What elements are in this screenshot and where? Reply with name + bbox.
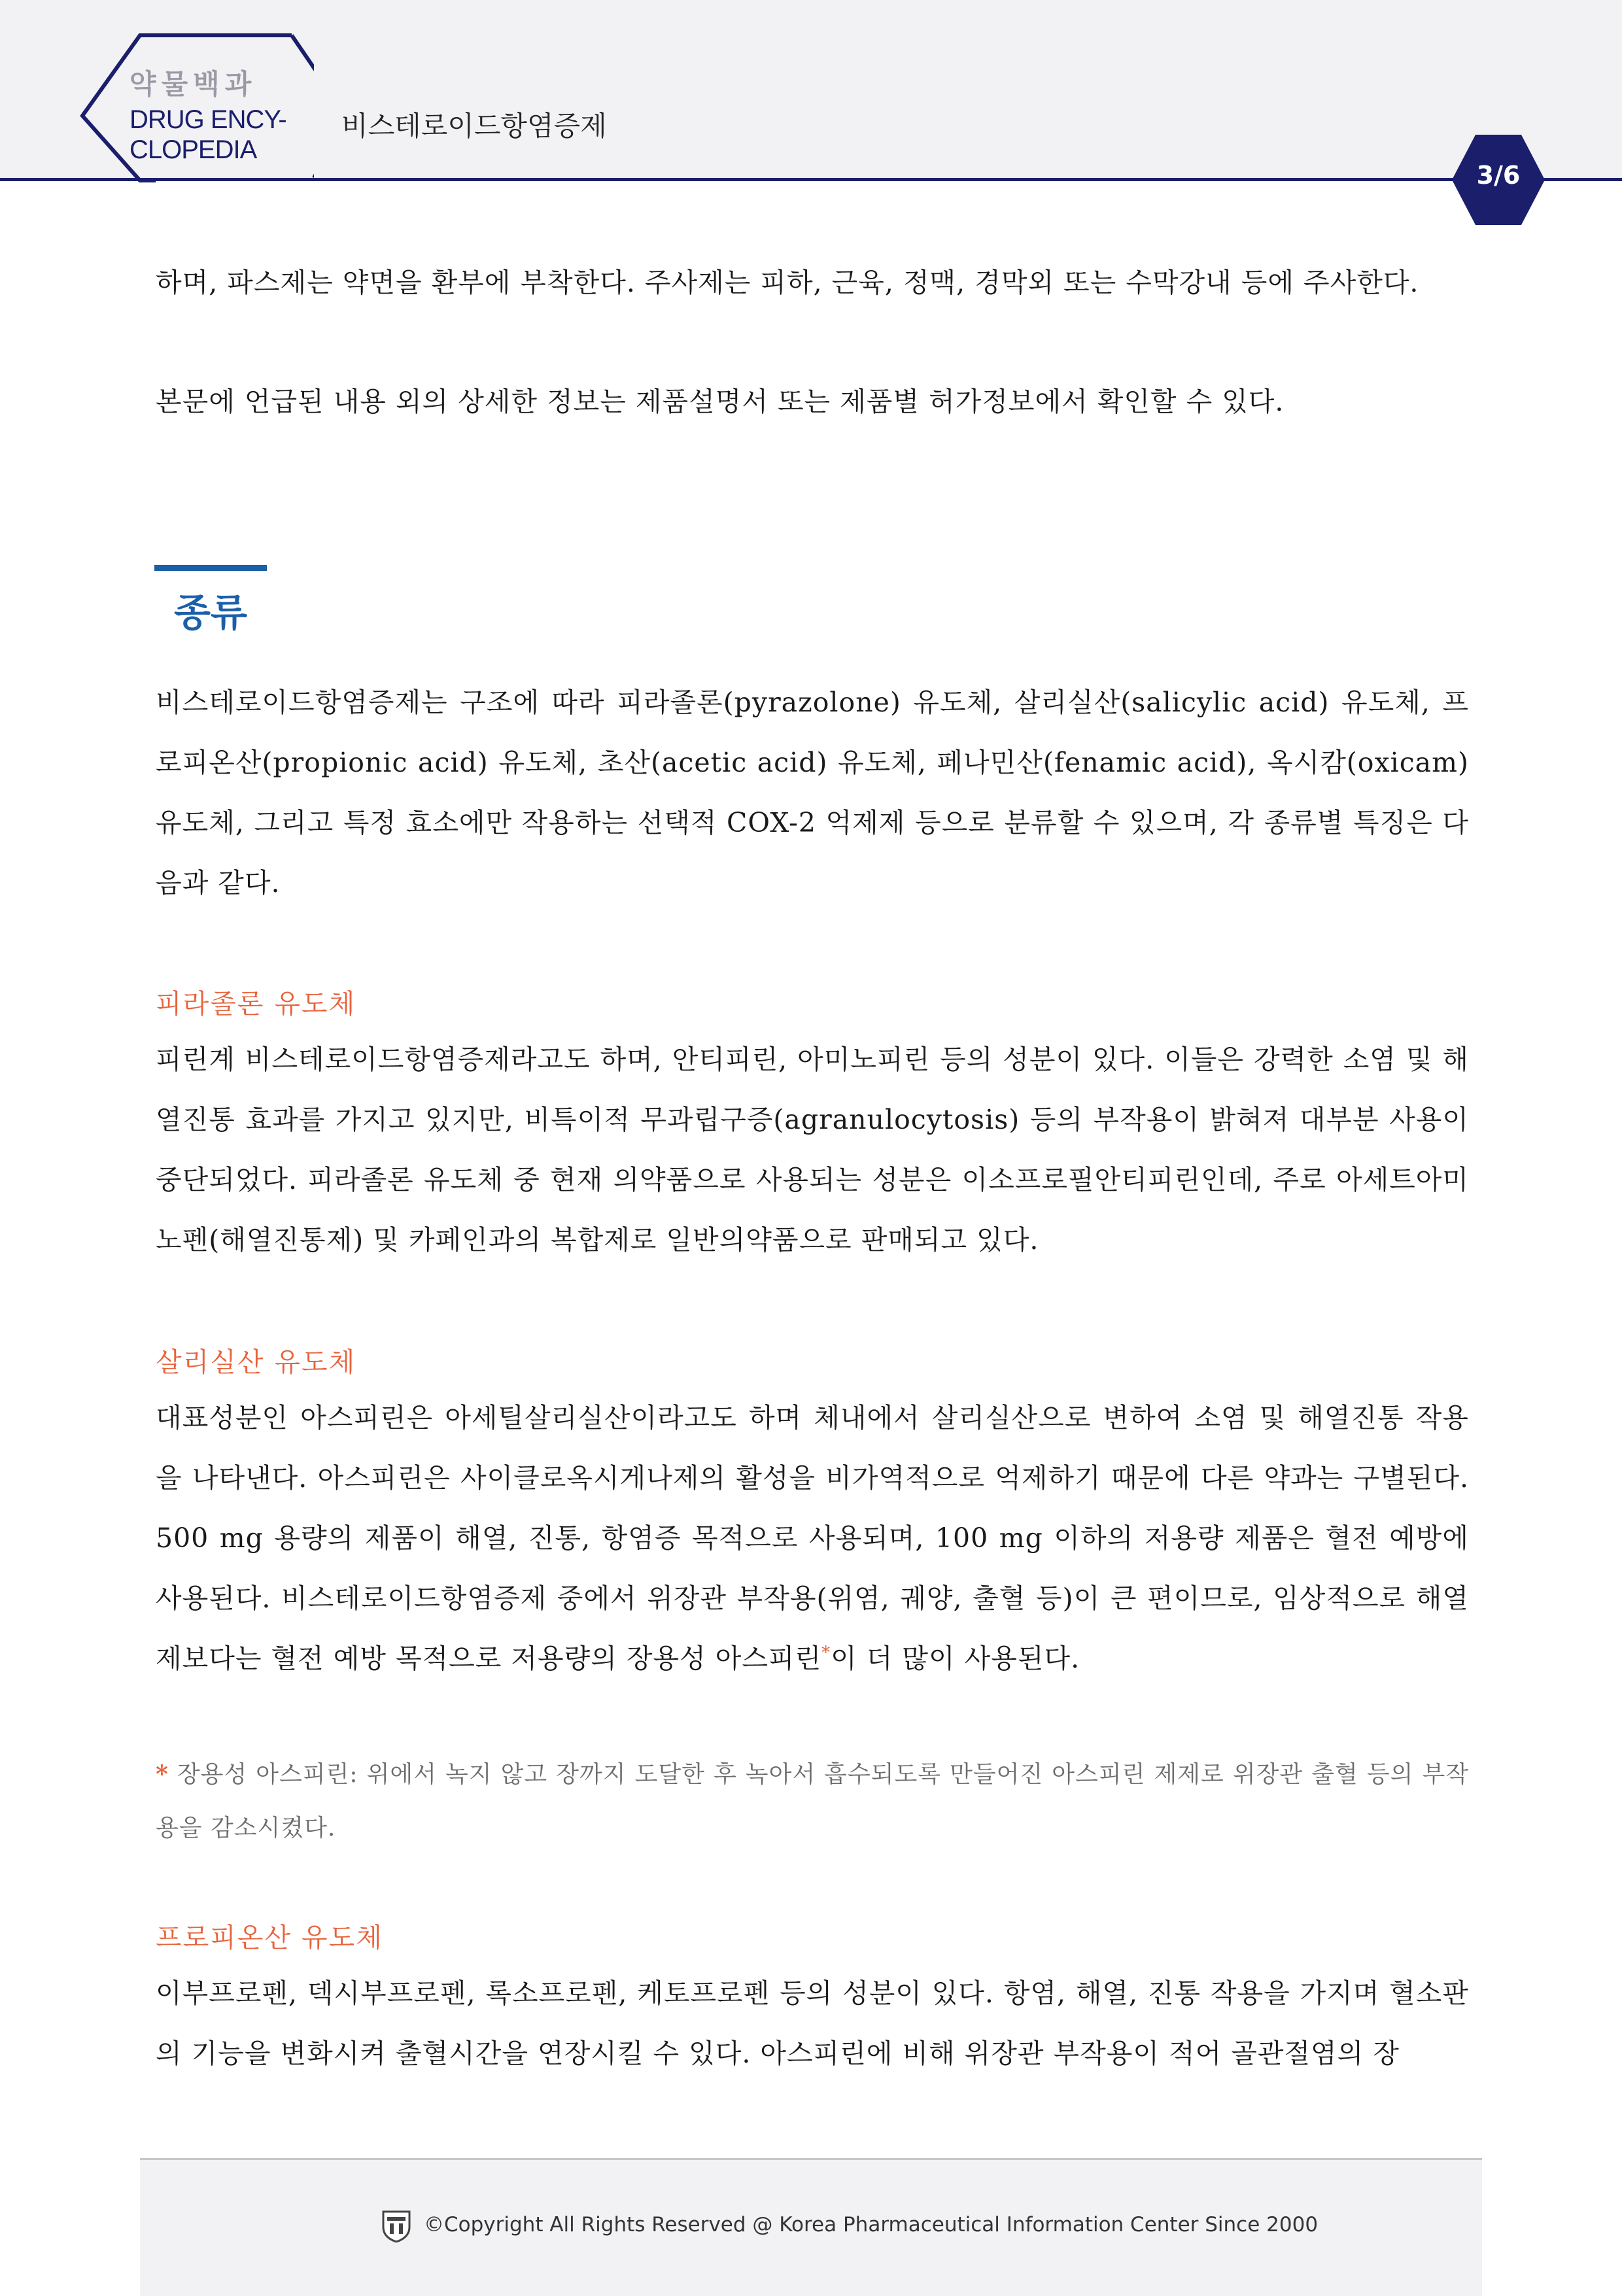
document-title: 비스테로이드항염증제 [341, 110, 607, 142]
section-intro-paragraph: 비스테로이드항염증제는 구조에 따라 피라졸론(pyrazolone) 유도체, 살리실산(salicylic acid) 유도체, 프로피온산(propionic acid) 유도체, 초산(acetic acid) 유도체, 페나민산(fenamic acid), 옥시캄(oxicam) 유도체, 그리고 특정 효소에만 작용하는 선택적 COX-2 억제제 등으로 분류할 수 있으며, 각 종류별 특징은 다음과 같다. [156, 687, 1469, 899]
logo-english-line1: DRUG ENCY- [129, 105, 286, 134]
salicylic-body-tail: 이 더 많이 사용된다. [831, 1643, 1080, 1674]
shield-emblem-icon [381, 2209, 412, 2243]
propionic-paragraph: 이부프로펜, 덱시부프로펜, 록소프로펜, 케토프로펜 등의 성분이 있다. 항염, 해열, 진통 작용을 가지며 혈소판의 기능을 변화시켜 출혈시간을 연장시킬 수 있다. 아스피린에 비해 위장관 부작용이 적어 골관절염의 장 [156, 1978, 1469, 2069]
page-indicator: 3/6 [1476, 161, 1521, 190]
section-title-bar [154, 565, 267, 571]
section-title: 종류 [174, 591, 248, 635]
salicylic-paragraph [156, 1388, 1469, 1688]
subheading-propionic: 프로피온산 유도체 [156, 1922, 383, 1953]
footnote-text: 장용성 아스피린: 위에서 녹지 않고 장까지 도달한 후 녹아서 흡수되도록 만들어진 아스피린 제제로 위장관 출혈 등의 부작용을 감소시켰다. [156, 1761, 1469, 1842]
copyright-text: ©Copyright All Rights Reserved @ Korea Pharmaceutical Information Center Since 2000 [424, 2213, 1319, 2236]
salicylic-body-main: 대표성분인 아스피린은 아세틸살리실산이라고도 하며 체내에서 살리실산으로 변하여 소염 및 해열진통 작용을 나타낸다. 아스피린은 사이클로옥시게나제의 활성을 비가역적으로 억제하기 때문에 다른 약과는 구별된다. 500 mg 용량의 제품이 해열, 진통, 항염증 목적으로 사용되며, 100 mg 이하의 저용량 제품은 혈전 예방에 사용된다. 비스테로이드항염증제 중에서 위장관 부작용(위염, 궤양, 출혈 등)이 큰 편이므로, 임상적으로 해열제보다는 혈전 예방 목적으로 저용량의 장용성 아스피린 [156, 1402, 1469, 1674]
intro-paragraph-2: 본문에 언급된 내용 외의 상세한 정보는 제품설명서 또는 제품별 허가정보에서 확인할 수 있다. [156, 386, 1285, 417]
intro-paragraph-1: 하며, 파스제는 약면을 환부에 부착한다. 주사제는 피하, 근육, 정맥, 경막외 또는 수막강내 등에 주사한다. [156, 267, 1419, 298]
logo-english-line2: CLOPEDIA [129, 135, 257, 164]
logo-english [129, 105, 326, 165]
footnote-marker: * [821, 1643, 831, 1663]
footnote-note-marker: * [156, 1760, 169, 1788]
footnote [156, 1747, 1469, 1855]
subheading-pyrazolone: 피라졸론 유도체 [156, 988, 356, 1019]
subheading-salicylic: 살리실산 유도체 [156, 1346, 356, 1378]
pyrazolone-paragraph: 피린계 비스테로이드항염증제라고도 하며, 안티피린, 아미노피린 등의 성분이 있다. 이들은 강력한 소염 및 해열진통 효과를 가지고 있지만, 비특이적 무과립구증(agranulocytosis) 등의 부작용이 밝혀져 대부분 사용이 중단되었다. 피라졸론 유도체 중 현재 의약품으로 사용되는 성분은 이소프로필안티피린인데, 주로 아세트아미노펜(해열진통제) 및 카페인과의 복합제로 일반의약품으로 판매되고 있다. [156, 1044, 1469, 1256]
logo-korean: 약물백과 [129, 68, 257, 100]
